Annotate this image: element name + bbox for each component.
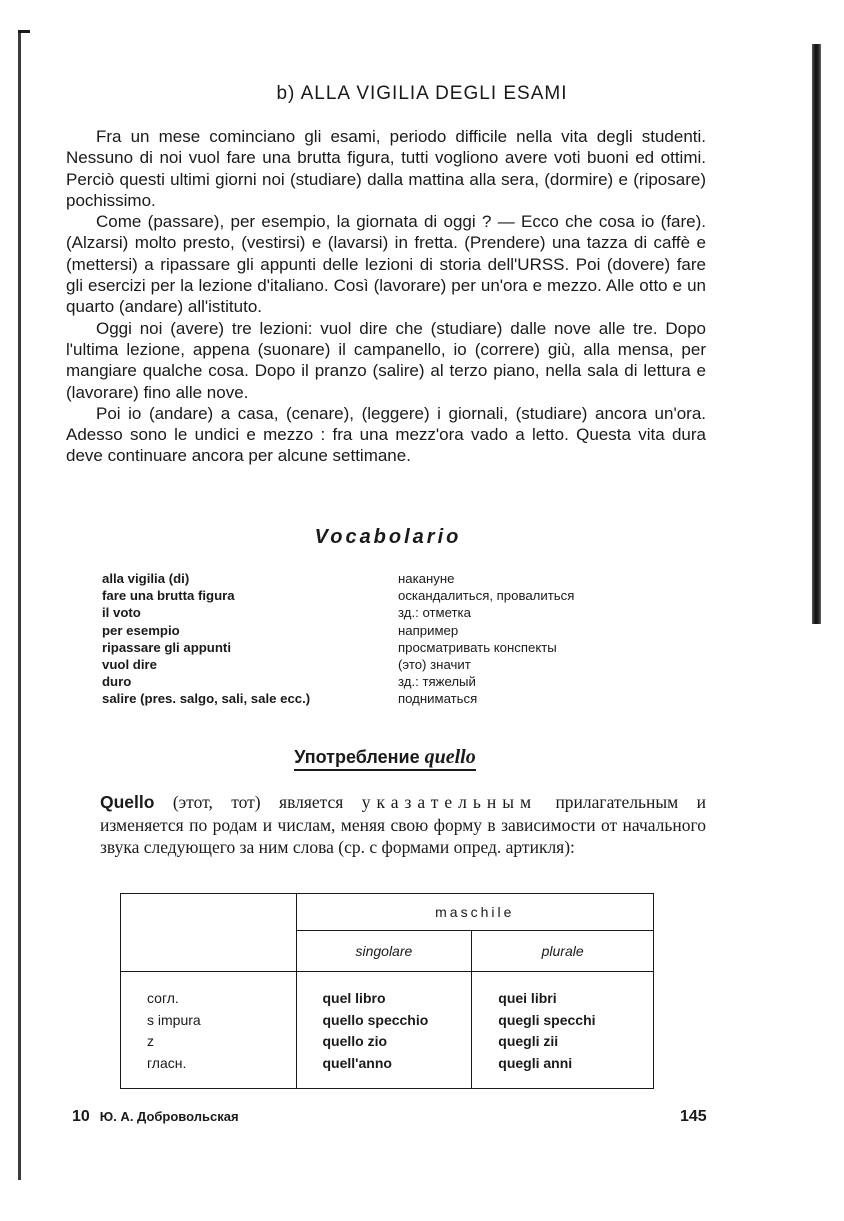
paragraph: Oggi noi (avere) tre lezioni: vuol dire che (studiare) dalle nove alle tre. Dopo l'ultima lezione, appena (suonare) il campanello, io (correre) giù, alla mensa, per mangiare qualche cosa. Dopo il pranzo (salire) al terzo piano, nella sala di lettura e (lavorare) fino alle nove. bbox=[66, 318, 706, 402]
paragraph: Fra un mese cominciano gli esami, periodo difficile nella vita degli studenti. Nessuno di noi vuol fare una brutta figura, tutti vogliono avere voti buoni ed ottimi. Perciò questi ultimi giorni noi (studiare) dalla mattina alla sera, (dormire) e (riposare) pochissimo. bbox=[66, 127, 706, 210]
vocabulary-entry bbox=[102, 639, 662, 656]
table-cell: гласн. bbox=[147, 1054, 187, 1071]
usage-text-part: (этот, тот) является bbox=[154, 792, 362, 812]
vocabulary-entry bbox=[102, 673, 662, 690]
vocabulary-term: duro bbox=[102, 674, 132, 690]
vocabulary-term: salire (pres. salgo, sali, sale ecc.) bbox=[102, 691, 311, 707]
vocabulary-entry bbox=[102, 587, 662, 604]
paragraph: Poi io (andare) a casa, (cenare), (leggere) i giornali, (studiare) ancora un'ora. Adesso sono le undici e mezzo : fra una mezz'ora vado a letto. Questa vita dura deve continuare ancora per alcune settimane. bbox=[66, 403, 706, 466]
vocabulary-entry bbox=[102, 604, 662, 621]
vocabulary-translation: оскандалиться, провалиться bbox=[398, 588, 575, 604]
table-cell: quei libri bbox=[498, 990, 557, 1006]
vocabulary-term: fare una brutta figura bbox=[102, 588, 235, 604]
table-conditions-column bbox=[121, 972, 297, 1089]
table-cell: quegli zii bbox=[498, 1033, 559, 1049]
printer-signature bbox=[72, 1108, 239, 1126]
page-number: 145 bbox=[680, 1108, 707, 1125]
section-heading: b) ALLA VIGILIA DEGLI ESAMI bbox=[276, 83, 568, 104]
table-cell: согл. bbox=[147, 990, 179, 1006]
vocabulary-entry bbox=[102, 656, 662, 673]
table-singular-column bbox=[296, 972, 472, 1089]
usage-keyword: Quello bbox=[100, 792, 155, 812]
page-scan-edge-right bbox=[812, 44, 821, 624]
vocabulary-translation: накануне bbox=[398, 571, 455, 586]
table-cell: quegli specchi bbox=[498, 1011, 596, 1028]
table-cell: quello specchio bbox=[322, 1011, 429, 1028]
usage-section-title bbox=[0, 746, 770, 769]
quello-forms-table bbox=[120, 893, 654, 1089]
exercise-text bbox=[66, 126, 706, 467]
vocabulary-entry bbox=[102, 690, 662, 707]
vocabulary-term: vuol dire bbox=[102, 657, 157, 673]
usage-text-part: прилагательным и изменяется по родам и числам, меняя свою форму в зависимости от начального звука следующего за ним слова (ср. с формами опред. артикля): bbox=[100, 792, 706, 857]
table-cell: quello zio bbox=[322, 1033, 388, 1049]
usage-explanation bbox=[100, 791, 706, 859]
table-cell: s impura bbox=[147, 1011, 201, 1028]
vocabulary-list bbox=[102, 570, 662, 708]
vocabulary-entry bbox=[102, 622, 662, 639]
vocabulary-entry bbox=[102, 570, 662, 587]
usage-title-underline bbox=[294, 747, 475, 771]
signature-author: Ю. А. Добровольская bbox=[99, 1109, 239, 1124]
table-cell: z bbox=[147, 1033, 154, 1049]
table-plural-column bbox=[472, 972, 654, 1089]
vocabulary-term: ripassare gli appunti bbox=[102, 639, 231, 655]
paragraph: Come (passare), per esempio, la giornata di oggi ? — Ecco che cosa io (fare). (Alzarsi) molto presto, (vestirsi) e (lavarsi) in fretta. (Prendere) una tazza di caffè e (mettersi) a ripassare gli appunti delle lezioni di storia dell'URSS. Poi (dovere) fare gli esercizi per la lezione d'italiano. Così (lavorare) per un'ora e mezzo. Alle otto e un quarto (andare) all'istituto. bbox=[66, 212, 706, 317]
table-corner-cell bbox=[121, 894, 297, 972]
vocabulary-translation: например bbox=[398, 622, 459, 638]
vocabulary-translation: подниматься bbox=[398, 691, 478, 707]
usage-spaced-word: указательным bbox=[361, 792, 538, 812]
vocabulary-translation: (это) значит bbox=[398, 657, 471, 673]
table-cell: quegli anni bbox=[498, 1054, 573, 1071]
vocabulary-translation: зд.: отметка bbox=[398, 605, 471, 621]
vocabulary-term: alla vigilia (di) bbox=[102, 571, 190, 586]
table-header-gender: maschile bbox=[296, 894, 654, 931]
vocabulary-term: per esempio bbox=[102, 622, 180, 638]
table-cell: quel libro bbox=[322, 990, 386, 1006]
vocabulary-translation: просматривать конспекты bbox=[398, 639, 557, 655]
table-cell: quell'anno bbox=[322, 1054, 392, 1071]
vocabulary-term: il voto bbox=[102, 605, 141, 621]
vocabulary-title: Vocabolario bbox=[314, 526, 462, 548]
usage-title-word: quello bbox=[424, 746, 476, 768]
page-scan-edge-tick bbox=[18, 30, 30, 33]
table-header-plural: plurale bbox=[472, 931, 654, 972]
usage-title-text: Употребление bbox=[294, 747, 420, 767]
table-header-singular: singolare bbox=[296, 931, 472, 972]
signature-number: 10 bbox=[72, 1108, 90, 1125]
vocabulary-translation: зд.: тяжелый bbox=[398, 674, 476, 690]
page-scan-edge-left bbox=[18, 30, 21, 1180]
